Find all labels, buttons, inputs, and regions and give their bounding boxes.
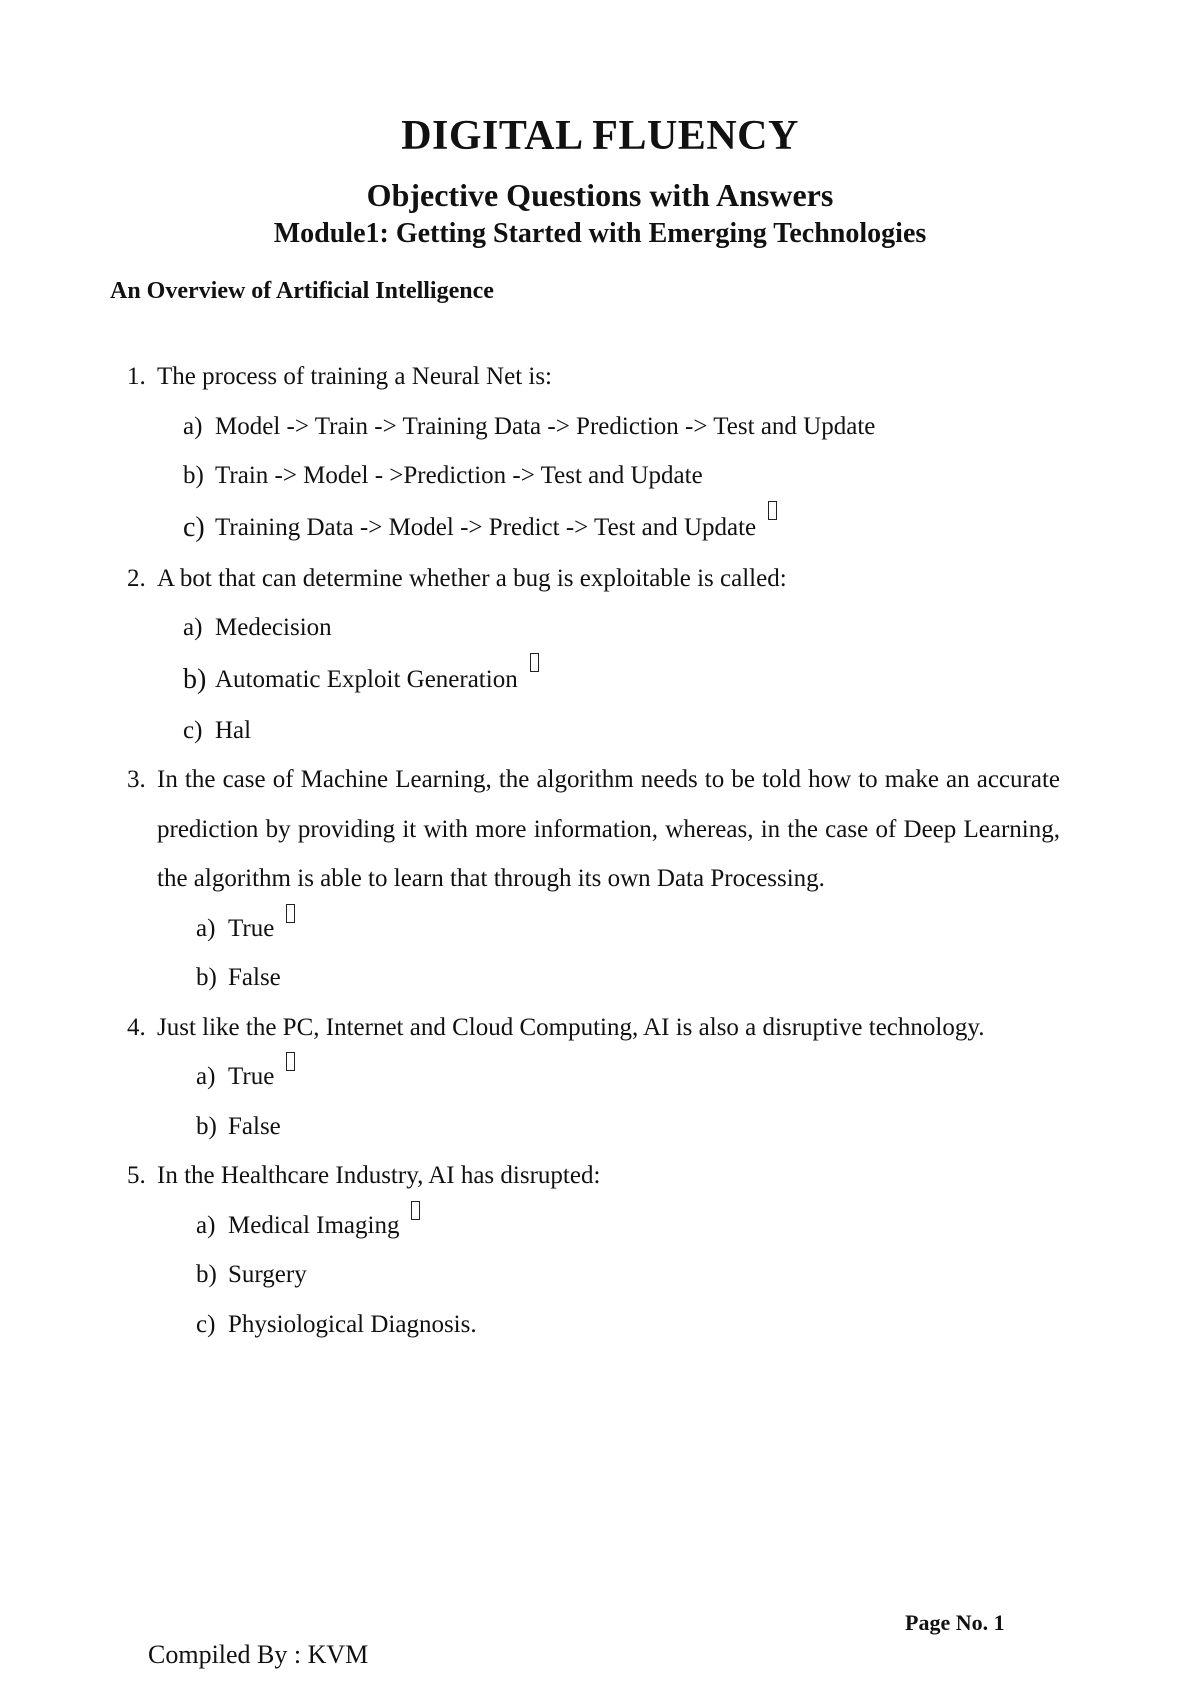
- option-b: [0, 1250, 1200, 1300]
- option-letter: a): [183, 412, 203, 440]
- compiled-by: Compiled By : KVM: [148, 1640, 369, 1669]
- option-a: [0, 603, 1200, 653]
- option-text: Model -> Train -> Training Data -> Prediction -> Test and Update: [215, 412, 876, 440]
- question-text: In the case of Machine Learning, the algorithm needs to be told how to make an accurate prediction by providing it with more information, whereas, in the case of Deep Learning, the algorithm is able to learn that through its own Data Processing.: [157, 766, 1060, 892]
- option-list: [0, 402, 1200, 554]
- option-a: [0, 904, 1200, 954]
- option-text: Train -> Model - >Prediction -> Test and Update: [215, 462, 703, 489]
- option-letter: a): [183, 614, 203, 641]
- option-text: Training Data -> Model -> Predict -> Test and Update: [215, 513, 757, 541]
- question-number: 1.: [127, 363, 146, 390]
- option-letter: b): [196, 964, 217, 991]
- option-b: [0, 953, 1200, 1003]
- option-a: [0, 1052, 1200, 1102]
- question-1: [0, 352, 1200, 554]
- option-text: Physiological Diagnosis.: [228, 1310, 477, 1338]
- option-letter: a): [196, 1211, 216, 1239]
- answer-mark-icon: [286, 1052, 295, 1071]
- option-letter: a): [196, 1063, 216, 1090]
- question-4: [0, 1003, 1200, 1152]
- question-number: 4.: [127, 1013, 146, 1041]
- document-subtitle: Objective Questions with Answers: [366, 177, 834, 213]
- question-number: 2.: [127, 564, 146, 592]
- question-text: A bot that can determine whether a bug is exploitable is called:: [157, 564, 787, 592]
- question-text: Just like the PC, Internet and Cloud Computing, AI is also a disruptive technology.: [157, 1013, 985, 1041]
- option-list: [0, 603, 1200, 755]
- answer-mark-icon: [768, 501, 777, 520]
- option-a: [0, 1201, 1200, 1251]
- option-letter: b): [196, 1112, 217, 1140]
- option-b: [0, 1102, 1200, 1152]
- answer-mark-icon: [530, 653, 539, 672]
- option-text: True: [228, 914, 275, 942]
- question-list: [0, 352, 1200, 1349]
- option-b: [0, 451, 1200, 501]
- answer-mark-icon: [411, 1201, 420, 1220]
- question-2: [0, 554, 1200, 756]
- option-letter: c): [183, 511, 205, 543]
- option-text: Medecision: [215, 614, 332, 641]
- option-c: [0, 706, 1200, 756]
- option-list: [0, 1201, 1200, 1350]
- page-number: Page No. 1: [905, 1610, 1005, 1635]
- option-text: Hal: [215, 716, 252, 744]
- option-letter: b): [196, 1261, 217, 1288]
- question-text: The process of training a Neural Net is:: [157, 363, 553, 390]
- option-c: [0, 1300, 1200, 1350]
- option-text: Medical Imaging: [228, 1211, 400, 1239]
- question-number: 5.: [127, 1162, 146, 1189]
- option-text: Automatic Exploit Generation: [215, 665, 518, 693]
- option-text: True: [228, 1063, 275, 1090]
- option-b: [0, 653, 1200, 706]
- option-text: False: [228, 964, 281, 991]
- question-text: In the Healthcare Industry, AI has disrupted:: [157, 1162, 601, 1189]
- option-text: False: [228, 1112, 281, 1140]
- option-text: Surgery: [228, 1261, 307, 1288]
- question-5: [0, 1151, 1200, 1349]
- option-letter: a): [196, 914, 216, 942]
- option-letter: b): [183, 462, 204, 489]
- option-c: [0, 501, 1200, 554]
- module-heading: Module1: Getting Started with Emerging Technologies: [273, 218, 927, 249]
- option-letter: b): [183, 663, 207, 695]
- question-3: [0, 755, 1200, 1003]
- option-a: [0, 402, 1200, 452]
- option-letter: c): [196, 1310, 216, 1338]
- section-heading: An Overview of Artificial Intelligence: [110, 278, 494, 304]
- option-list: [0, 1052, 1200, 1151]
- option-letter: c): [183, 716, 203, 744]
- question-number: 3.: [127, 766, 146, 793]
- option-list: [0, 904, 1200, 1003]
- answer-mark-icon: [286, 904, 295, 923]
- document-title: DIGITAL FLUENCY: [401, 113, 799, 159]
